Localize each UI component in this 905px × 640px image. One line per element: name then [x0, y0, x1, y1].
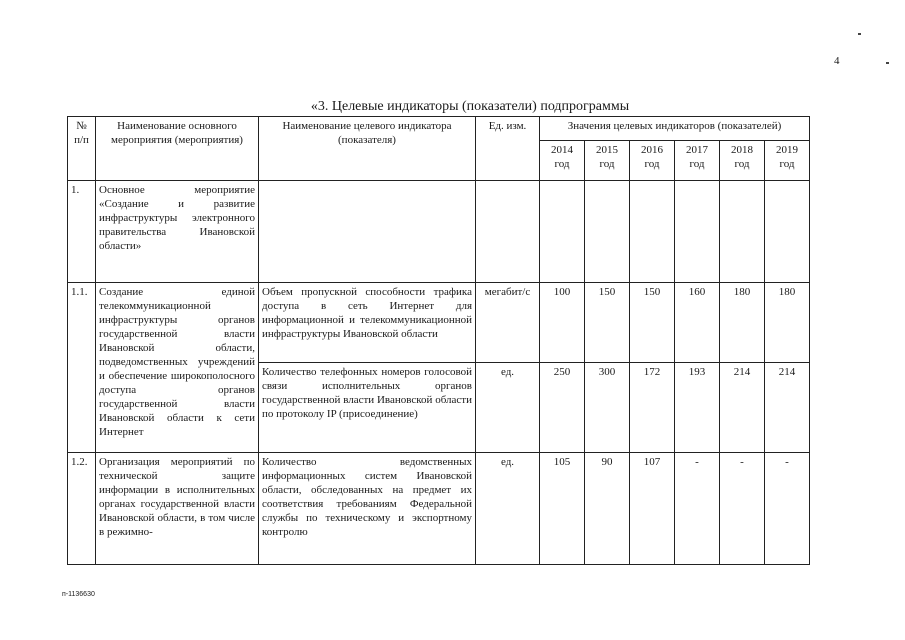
event-name: Создание единой телекоммуникационной инфраструктуры органов государственной власти Ивановской области, подведомственных учреждений и обеспечение широкополосного доступа органов государственной власти Ивановской области к сети Интернет: [96, 283, 259, 453]
section-title: «3. Целевые индикаторы (показатели) подпрограммы: [310, 99, 630, 114]
header-indicator: Наименование целевого индикатора (показателя): [259, 117, 476, 181]
page-number: 4: [834, 55, 840, 67]
scan-speck: [886, 62, 889, 64]
value: 180: [720, 283, 765, 363]
row-num: 1.1.: [68, 283, 96, 453]
scan-speck: [858, 33, 861, 35]
indicator-name: Количество телефонных номеров голосовой связи исполнительных органов государственной власти Ивановской области по протоколу IP (присоединение): [259, 363, 476, 453]
row-num: 1.: [68, 181, 96, 283]
value: 250: [540, 363, 585, 453]
header-year: 2016 год: [630, 141, 675, 181]
header-year: 2017 год: [675, 141, 720, 181]
value: -: [765, 453, 810, 565]
value: 90: [585, 453, 630, 565]
header-year: 2014 год: [540, 141, 585, 181]
unit: ед.: [476, 363, 540, 453]
value: 100: [540, 283, 585, 363]
header-year: 2015 год: [585, 141, 630, 181]
value: 193: [675, 363, 720, 453]
event-name: Организация мероприятий по технической защите информации в исполнительных органах государственной власти Ивановской области, в том числе в режимно-: [96, 453, 259, 565]
value: -: [720, 453, 765, 565]
value: 150: [630, 283, 675, 363]
header-event: Наименование основного мероприятия (мероприятия): [96, 117, 259, 181]
value: 214: [720, 363, 765, 453]
table-row: [68, 283, 810, 363]
value: 160: [675, 283, 720, 363]
unit: мегабит/с: [476, 283, 540, 363]
table-row: [68, 181, 810, 283]
value: 105: [540, 453, 585, 565]
header-num: № п/п: [68, 117, 96, 181]
event-name: Основное мероприятие «Создание и развитие инфраструктуры электронного правительства Ивановской области»: [96, 181, 259, 283]
value: 180: [765, 283, 810, 363]
indicator-name: Количество ведомственных информационных систем Ивановской области, обследованных на предмет их соответствия требованиям Федеральной службы по техническому и экспортному контролю: [259, 453, 476, 565]
row-num: 1.2.: [68, 453, 96, 565]
indicators-table: [67, 116, 810, 565]
value: -: [675, 453, 720, 565]
indicator-name: Объем пропускной способности трафика доступа в сеть Интернет для информационной и телекоммуникационной инфраструктуры Ивановской области: [259, 283, 476, 363]
header-unit: Ед. изм.: [476, 117, 540, 181]
value: 107: [630, 453, 675, 565]
header-year: 2018 год: [720, 141, 765, 181]
header-year: 2019 год: [765, 141, 810, 181]
value: 172: [630, 363, 675, 453]
value: 150: [585, 283, 630, 363]
value: 214: [765, 363, 810, 453]
header-values: Значения целевых индикаторов (показателей): [540, 117, 810, 141]
document-code: п-1136630: [62, 591, 95, 598]
table-row: [68, 453, 810, 565]
value: 300: [585, 363, 630, 453]
unit: ед.: [476, 453, 540, 565]
